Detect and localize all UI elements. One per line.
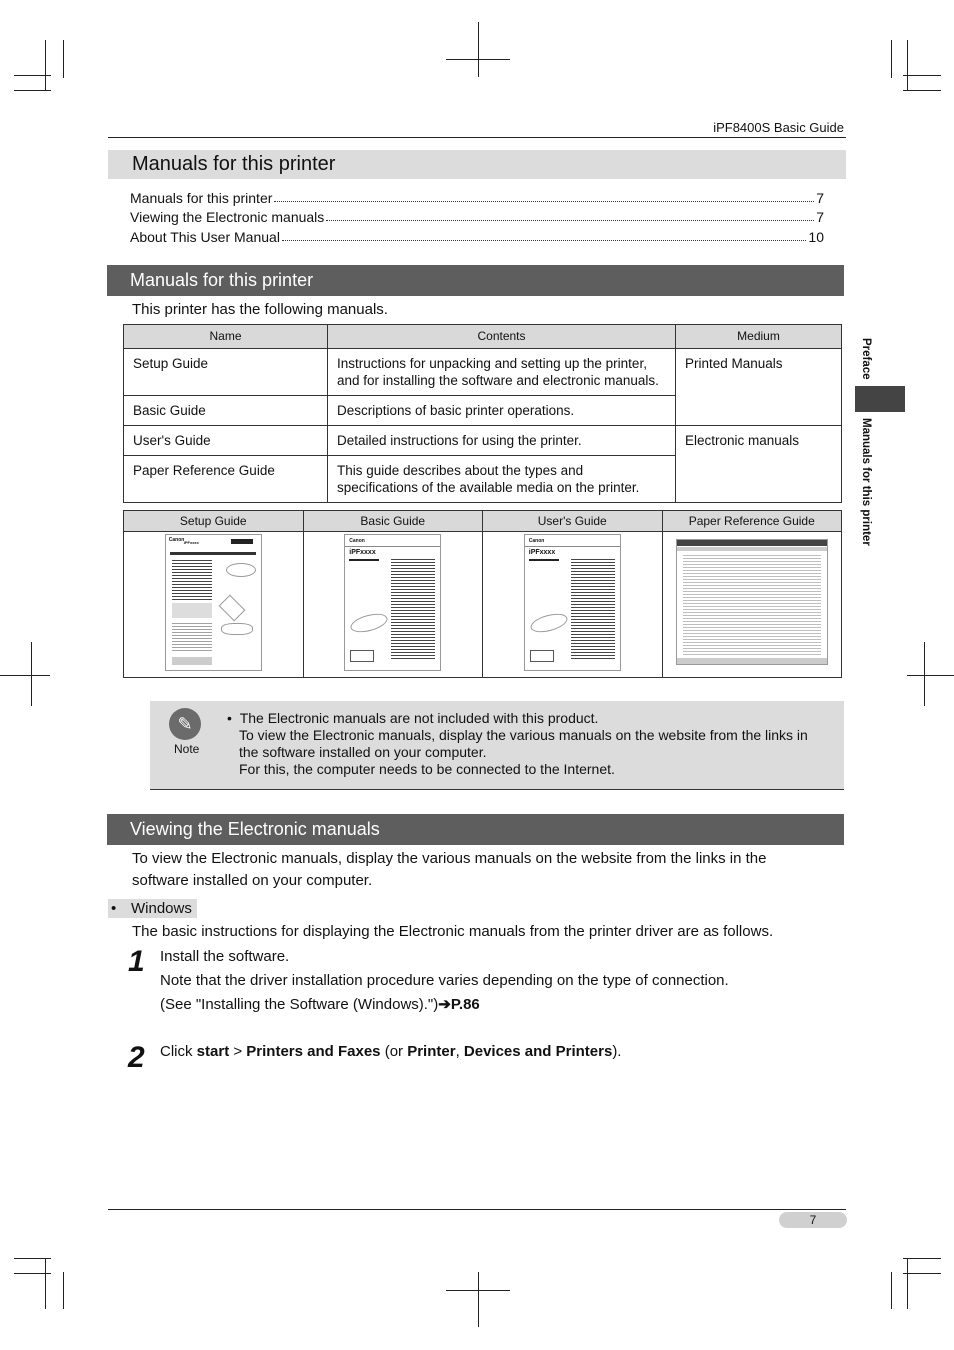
thumb-model: iPFxxxx xyxy=(349,548,376,556)
page-number: 7 xyxy=(779,1212,847,1228)
step-line: Note that the driver installation procedure varies depending on the type of connection. xyxy=(160,972,729,989)
crop-mark xyxy=(45,40,46,91)
pencil-icon: ✎ xyxy=(169,708,201,740)
image-col-header: Basic Guide xyxy=(303,511,483,532)
cell-contents: Instructions for unpacking and setting up the printer, and for installing the software and electronic manuals. xyxy=(328,349,676,396)
crop-mark xyxy=(0,675,50,676)
step-line: (See "Installing the Software (Windows).") xyxy=(160,996,439,1013)
guide-title: iPF8400S Basic Guide xyxy=(713,120,844,135)
step-number: 2 xyxy=(128,1041,145,1074)
toc-item-page: 10 xyxy=(808,229,824,245)
section-intro: This printer has the following manuals. xyxy=(132,301,388,318)
crop-mark xyxy=(907,1258,908,1309)
col-header-medium: Medium xyxy=(676,325,842,349)
crop-mark xyxy=(903,1258,941,1259)
thumb-model: iPFxxxx xyxy=(528,548,556,556)
cell-name: Setup Guide xyxy=(124,349,328,396)
thumb-brand: Canon xyxy=(349,537,365,544)
table-row xyxy=(124,426,842,456)
crop-mark xyxy=(903,1273,941,1274)
image-col-header: User's Guide xyxy=(483,511,663,532)
cell-contents: Descriptions of basic printer operations. xyxy=(328,396,676,426)
users-guide-thumbnail xyxy=(524,534,621,671)
image-col-header: Setup Guide xyxy=(124,511,304,532)
manuals-table xyxy=(123,324,842,503)
chapter-tab-marker xyxy=(855,386,905,412)
toc-item-label: Viewing the Electronic manuals xyxy=(130,209,325,225)
section-heading: Viewing the Electronic manuals xyxy=(107,814,844,845)
manual-images-table xyxy=(123,510,842,678)
bullet-description: The basic instructions for displaying the Electronic manuals from the printer driver are as follows. xyxy=(132,923,774,940)
page-title: Manuals for this printer xyxy=(108,150,846,179)
crop-mark xyxy=(924,642,925,706)
footer-rule xyxy=(108,1209,846,1210)
ui-term: Printer xyxy=(407,1043,456,1060)
intro-line: software installed on your computer. xyxy=(132,872,373,889)
toc-item-page: 7 xyxy=(816,209,824,225)
note-line: For this, the computer needs to be connected to the Internet. xyxy=(239,761,615,777)
note-box xyxy=(150,701,844,790)
arrow-icon: ➔ xyxy=(438,996,451,1013)
step-1-text xyxy=(160,945,729,1017)
os-bullet: • Windows xyxy=(108,899,197,918)
cell-contents: This guide describes about the types and specifications of the available media on the printer. xyxy=(328,456,676,503)
ui-term: Printers and Faxes xyxy=(246,1043,381,1060)
paper-reference-guide-thumbnail xyxy=(676,539,828,665)
page-link[interactable]: P.86 xyxy=(450,996,480,1013)
basic-guide-thumbnail xyxy=(344,534,441,671)
toc-item[interactable] xyxy=(130,208,824,226)
toc-item-label: Manuals for this printer xyxy=(130,190,273,206)
cell-contents: Detailed instructions for using the printer. xyxy=(328,426,676,456)
crop-mark xyxy=(31,642,32,706)
crop-mark xyxy=(891,1272,892,1309)
cell-name: Basic Guide xyxy=(124,396,328,426)
chapter-tab-label[interactable]: Preface xyxy=(860,338,872,380)
crop-mark xyxy=(45,1258,46,1309)
thumb-brand: Canon xyxy=(528,537,545,544)
toc-item-label: About This User Manual xyxy=(130,229,280,245)
table-row xyxy=(124,349,842,396)
step-2-text: Click start > Printers and Faxes (or Printer, Devices and Printers). xyxy=(160,1043,622,1060)
bullet-label: Windows xyxy=(131,900,192,917)
crop-mark xyxy=(14,90,51,91)
ui-term: Devices and Printers xyxy=(463,1043,613,1060)
step-line: Install the software. xyxy=(160,948,290,965)
toc-item-page: 7 xyxy=(816,190,824,206)
intro-line: To view the Electronic manuals, display the various manuals on the website from the links in the xyxy=(132,850,767,867)
cell-medium: Electronic manuals xyxy=(676,426,842,503)
section-intro xyxy=(132,848,766,892)
crop-mark xyxy=(891,40,892,78)
cell-name: Paper Reference Guide xyxy=(124,456,328,503)
header-rule xyxy=(108,137,846,138)
crop-mark xyxy=(63,1272,64,1309)
thumb-model: iPFxxxx xyxy=(183,539,199,545)
note-line: The Electronic manuals are not included with this product. xyxy=(239,710,599,726)
ui-term: start xyxy=(196,1043,230,1060)
note-text: • The Electronic manuals are not included with this product. To view the Electronic manuals, display the various manuals on the website from the links in the software installed on your computer. For this, the computer needs to be connected to the Internet. xyxy=(227,710,808,777)
thumb-brand: Canon xyxy=(168,536,185,543)
crop-mark xyxy=(903,90,941,91)
crop-mark xyxy=(63,40,64,78)
note-line: the software installed on your computer. xyxy=(239,744,487,760)
col-header-name: Name xyxy=(124,325,328,349)
crop-mark xyxy=(478,22,479,77)
note-line: To view the Electronic manuals, display the various manuals on the website from the links in xyxy=(239,727,808,743)
crop-mark xyxy=(907,675,954,676)
toc-item[interactable] xyxy=(130,228,824,246)
image-col-header: Paper Reference Guide xyxy=(662,511,842,532)
section-tab-label[interactable]: Manuals for this printer xyxy=(860,418,872,546)
col-header-contents: Contents xyxy=(328,325,676,349)
cell-name: User's Guide xyxy=(124,426,328,456)
crop-mark xyxy=(478,1272,479,1327)
crop-mark xyxy=(903,75,941,76)
cell-medium: Printed Manuals xyxy=(676,349,842,426)
setup-guide-thumbnail xyxy=(165,534,262,671)
toc-item[interactable] xyxy=(130,189,824,207)
section-heading: Manuals for this printer xyxy=(107,265,844,296)
step-number: 1 xyxy=(128,945,145,978)
note-label: Note xyxy=(174,742,200,756)
crop-mark xyxy=(907,40,908,91)
